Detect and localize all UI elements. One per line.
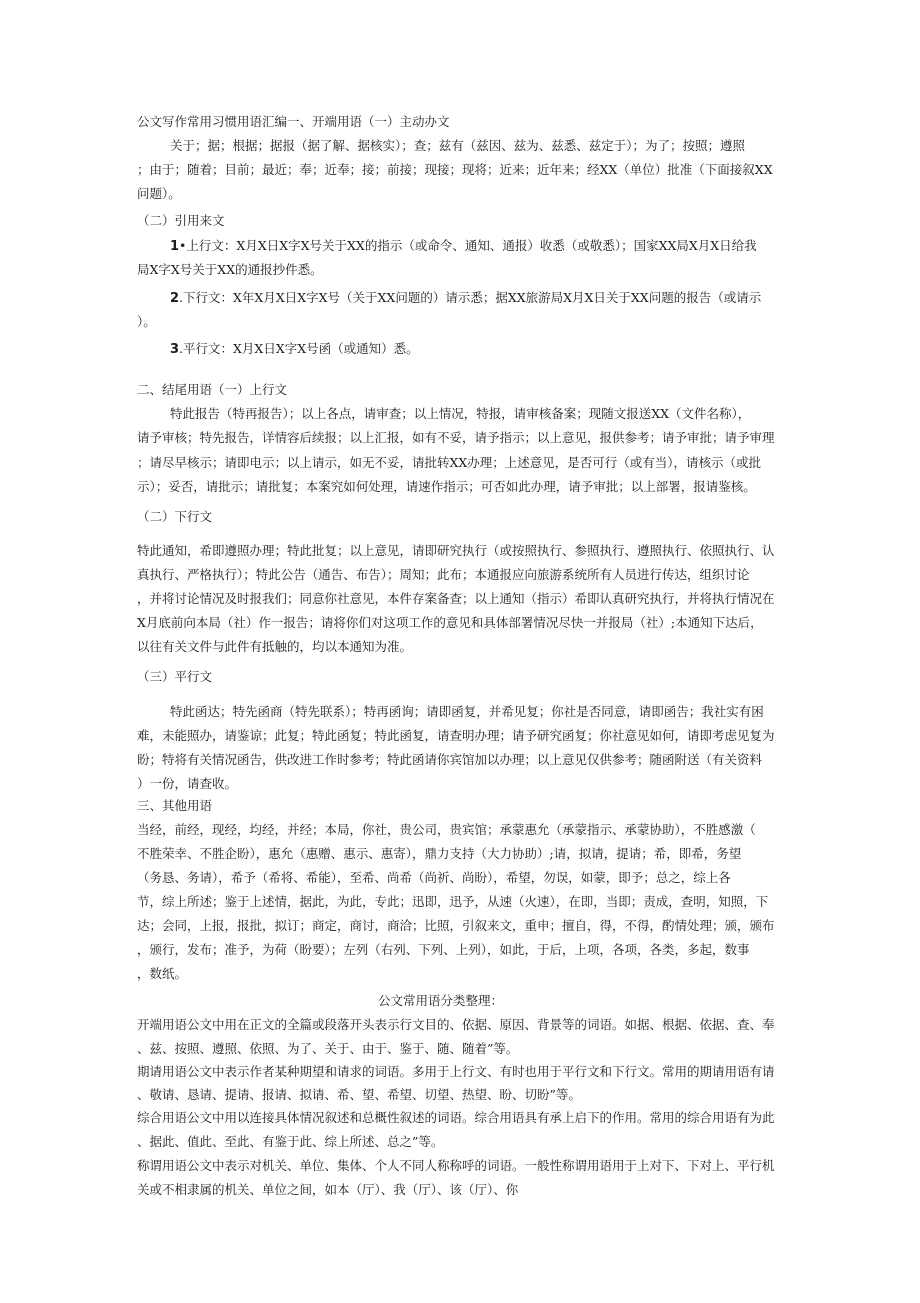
text-line: 节，综上所述；鉴于上述情，据此，为此，专此；迅即，迅予，从速（火速），在即，当即；责成，查明，知照，下 <box>137 894 769 909</box>
section-heading: （二）下行文 <box>137 509 213 524</box>
text-line: 关于；据；根据；据报（据了解、据核实）；查；兹有（兹因、兹为、兹悉、兹定于）；为了；按照；遵照 <box>170 138 746 153</box>
section-heading: （二）引用来文 <box>137 213 225 228</box>
text-line: 不胜荣幸、不胜企盼），惠允（惠赠、惠示、惠寄），鼎力支持（大力协助）;请，拟请，提请；希，即希，务望 <box>137 846 742 861</box>
text-line: 以往有关文件与此件有抵触的，均以本通知为准。 <box>137 639 413 654</box>
text-line: 综合用语公文中用以连接具体情况叙述和总概性叙述的词语。综合用语具有承上启下的作用。常用的综合用语有为此 <box>137 1110 775 1125</box>
text-line: ）。 <box>137 314 156 329</box>
document-title: 公文写作常用习惯用语汇编一、开端用语（一）主动办文 <box>137 114 450 129</box>
text-line: 示）；妥否，请批示；请批复；本案究如何处理，请速作指示；可否如此办理，请予审批；以上部署，报请鉴核。 <box>137 479 756 494</box>
list-item-text: .平行文：X月X日X字X号函（或通知）悉。 <box>179 341 419 356</box>
text-line: 局X字X号关于XX的通报抄件悉。 <box>137 262 323 277</box>
list-item-number: 3 <box>170 342 180 357</box>
text-line: 问题）。 <box>137 186 181 201</box>
text-line: ）一份，请查收。 <box>137 776 238 791</box>
section-heading: 三、其他用语 <box>137 798 213 813</box>
text-line: X月底前向本局（社）作一报告；请将你们对这项工作的意见和具体部署情况尽快一并报局（社）;本通知下达后， <box>137 615 763 630</box>
text-line: 期请用语公文中表示作者某种期望和请求的词语。多用于上行文、有时也用于平行文和下行文。常用的期请用语有请 <box>137 1064 775 1079</box>
text-line: 特此函达；特先函商（特先联系）；特再函询；请即函复，并希见复；你社是否同意，请即函告；我社实有困 <box>170 704 764 719</box>
text-line: 、兹、按照、遵照、依照、为了、关于、由于、鉴于、随、随着”等。 <box>137 1041 519 1056</box>
text-line: 特此通知，希即遵照办理；特此批复；以上意见，请即研究执行（或按照执行、参照执行、遵照执行、依照执行、认 <box>137 543 775 558</box>
text-line: ，颁行，发布；准予，为荷（盼要）；左列（右列、下列、上列），如此，于后，上项，各项，各类，多起，数事 <box>137 942 750 957</box>
section-heading: （三）平行文 <box>137 669 213 684</box>
text-line: 真执行、严格执行）；特此公告（通告、布告）；周知；此布；本通报应向旅游系统所有人员进行传达，组织讨论 <box>137 567 750 582</box>
text-line: ；请尽早核示；请即电示；以上请示，如无不妥，请批转XX办理；上述意见，是否可行（或有当），请核示（或批 <box>137 455 762 470</box>
section-title: 公文常用语分类整理： <box>378 993 504 1008</box>
text-line: 称谓用语公文中表示对机关、单位、集体、个人不同人称称呼的词语。一般性称谓用语用于上对下、下对上、平行机 <box>137 1158 775 1173</box>
section-heading: 二、结尾用语（一）上行文 <box>137 382 288 397</box>
text-line: 关或不相隶属的机关、单位之间，如本（厅）、我（厅）、该（厅）、你 <box>137 1182 519 1197</box>
text-line: 特此报告（特再报告）；以上各点，请审查；以上情况，特报，请审核备案；现随文报送XX（文件名称）， <box>170 406 751 421</box>
text-line: 盼；特将有关情况函告，供改进工作时参考；特此函请你宾馆加以办理；以上意见仅供参考；随函附送（有关资料 <box>137 752 763 767</box>
list-item-text: •上行文：X月X日X字X号关于XX的指示（或命令、通知、通报）收悉（或敬悉）；国家XX局X月X日给我 <box>179 238 757 253</box>
list-item-text: .下行文：X年X月X日X字X号（关于XX问题的）请示悉；据XX旅游局X月X日关于XX问题的报告（或请示 <box>179 290 762 305</box>
list-item-number: 1 <box>170 239 180 254</box>
text-line: 开端用语公文中用在正文的全篇或段落开头表示行文目的、依据、原因、背景等的词语。如据、根据、依据、查、奉 <box>137 1017 775 1032</box>
text-line: 难，未能照办，请鉴谅；此复；特此函复；特此函复，请查明办理；请予研究函复；你社意见如何，请即考虑见复为 <box>137 728 775 743</box>
text-line: ；由于；随着；目前；最近；奉；近奉；接；前接；现接；现将；近来；近年来；经XX（单位）批准（下面接叙XX <box>137 162 773 177</box>
text-line: （务恳、务请），希予（希将、希能），至希、尚希（尚祈、尚盼），希望，勿误，如蒙，即予；总之，综上各 <box>137 870 731 885</box>
text-line: 、敬请、恳请、提请、报请、拟请、希、望、希望、切望、热望、盼、切盼”等。 <box>137 1087 581 1102</box>
text-line: 、据此、值此、至此、有鉴于此、综上所述、总之”等。 <box>137 1134 444 1149</box>
list-item <box>170 238 757 255</box>
text-line: 请予审核；特先报告，详情容后续报；以上汇报，如有不妥，请予指示；以上意见，报供参考；请予审批；请予审理 <box>137 430 775 445</box>
text-line: 当经，前经，现经，均经，并经；本局，你社，贵公司，贵宾馆；承蒙惠允（承蒙指示、承蒙协助），不胜感激（ <box>137 822 756 837</box>
list-item <box>170 341 419 358</box>
list-item <box>170 290 761 307</box>
text-line: 达；会同，上报，报批，拟订；商定，商讨，商洽；比照，引叙来文，重申；擅自，得，不得，酌情处理；颁，颁布 <box>137 918 775 933</box>
list-item-number: 2 <box>170 291 180 306</box>
text-line: ，并将讨论情况及时报我们；同意你社意见，本件存案备查；以上通知（指示）希即认真研究执行，并将执行情况在 <box>137 591 775 606</box>
text-line: ，数纸。 <box>137 966 188 981</box>
